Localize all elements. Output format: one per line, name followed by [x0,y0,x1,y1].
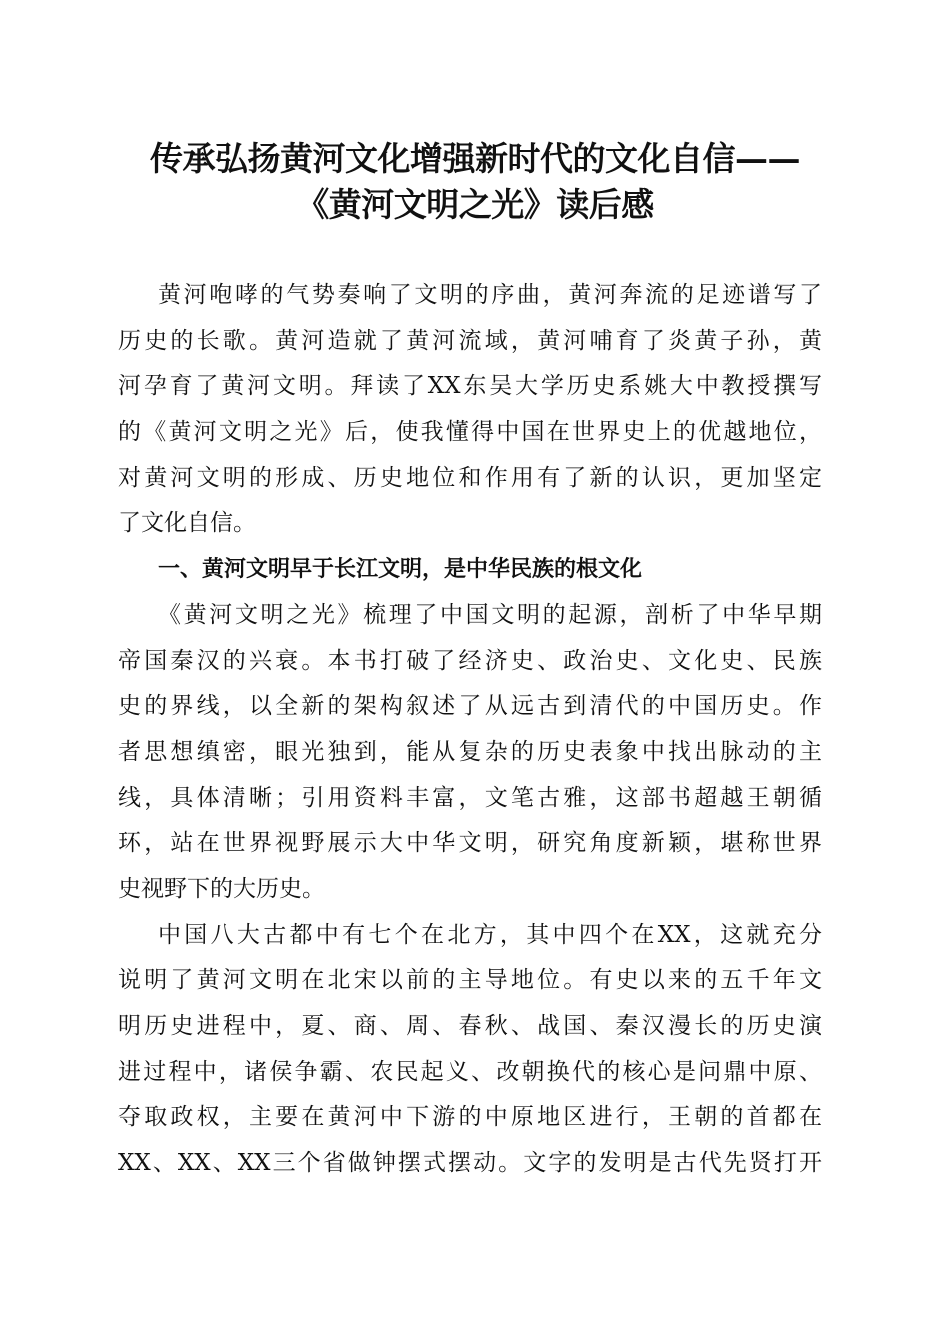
text-line: 明历史进程中，夏、商、周、春秋、战国、秦汉漫长的历史演 [118,1013,822,1039]
section-heading: 一、黄河文明早于长江文明，是中华民族的根文化 [158,557,643,583]
text-line: 史的界线，以全新的架构叙述了从远古到清代的中国历史。作 [118,693,822,720]
paragraph-ancient-capitals [118,913,822,1187]
title-line-2: 《黄河文明之光》读后感 [296,185,654,224]
paragraph-intro [118,273,822,547]
text-line: 夺取政权，主要在黄河中下游的中原地区进行，王朝的首都在 [118,1104,822,1131]
title-line-1: 传承弘扬黄河文化增强新时代的文化自信—— [150,139,800,178]
text-line: 历史的长歌。黄河造就了黄河流域，黄河哺育了炎黄子孙，黄 [118,327,822,354]
text-line: 说明了黄河文明在北宋以前的主导地位。有史以来的五千年文 [118,967,822,994]
text-line: 黄河咆哮的气势奏响了文明的序曲，黄河奔流的足迹谱写了 [158,282,822,308]
document-body [118,273,822,1187]
text-line: 进过程中，诸侯争霸、农民起义、改朝换代的核心是问鼎中原、 [118,1058,822,1085]
text-line: 了文化自信。 [118,510,256,537]
text-line: 对黄河文明的形成、历史地位和作用有了新的认识，更加坚定 [118,464,822,491]
text-line: 环，站在世界视野展示大中华文明，研究角度新颖，堪称世界 [118,830,822,857]
text-line: 《黄河文明之光》梳理了中国文明的起源，剖析了中华早期 [158,601,822,628]
text-line: 河孕育了黄河文明。拜读了XX东吴大学历史系姚大中教授撰写 [118,373,822,400]
text-line: 者思想缜密，眼光独到，能从复杂的历史表象中找出脉动的主 [118,738,822,765]
text-line: 线，具体清晰；引用资料丰富，文笔古雅，这部书超越王朝循 [118,784,822,811]
paragraph-book-summary [118,593,822,913]
text-line: 中国八大古都中有七个在北方，其中四个在XX，这就充分 [158,921,822,948]
text-line: 帝国秦汉的兴衰。本书打破了经济史、政治史、文化史、民族 [118,647,822,674]
document-title [100,136,850,228]
text-line: 的《黄河文明之光》后，使我懂得中国在世界史上的优越地位， [118,419,822,446]
text-line: XX、XX、XX三个省做钟摆式摆动。文字的发明是古代先贤打开 [118,1150,822,1177]
text-line: 史视野下的大历史。 [118,875,325,902]
